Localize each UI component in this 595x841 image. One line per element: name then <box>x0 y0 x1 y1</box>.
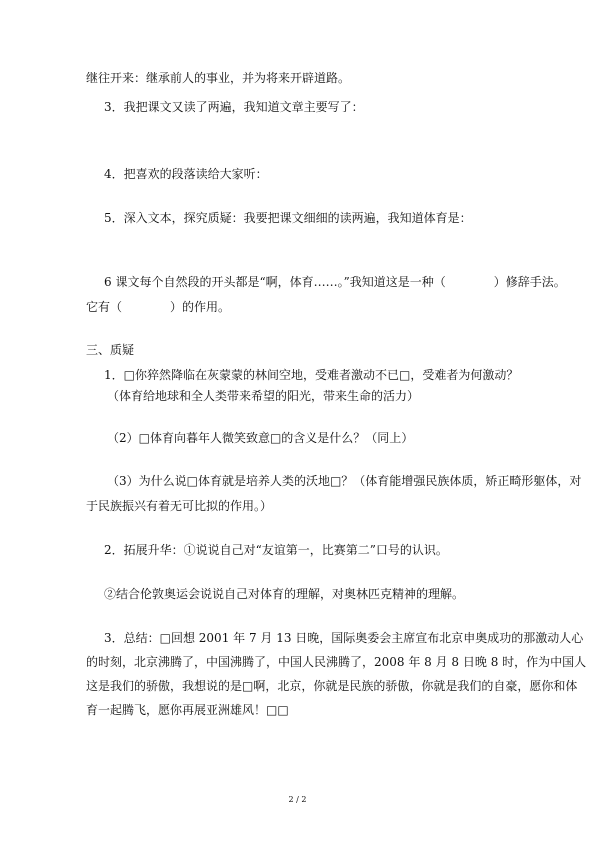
text-line-8: 1．□你猝然降临在灰蒙蒙的林间空地，受难者激动不已□，受难者为何激动？ <box>104 368 519 382</box>
text-line-16: 的时刻，北京沸腾了，中国沸腾了，中国人民沸腾了，2008 年 8 月 8 日晚 8 时，作为中国人 <box>86 655 587 669</box>
text-line-15: 3．总结：□回想 2001 年 7 月 13 日晚，国际奥委会主席宣布北京申奥成功的那激动人心 <box>104 631 584 645</box>
text-line-5: 6 课文每个自然段的开头都是“啊，体育……。”我知道这是一种（ ）修辞手法。 <box>104 275 566 289</box>
text-line-9: （体育给地球和全人类带来希望的阳光，带来生命的活力） <box>107 389 420 403</box>
text-line-12: 于民族振兴有着无可比拟的作用。） <box>86 499 273 513</box>
section-heading: 三、质疑 <box>86 343 135 357</box>
text-line-2: 3．我把课文又读了两遍，我知道文章主要写了： <box>104 100 364 114</box>
text-line-14: ②结合伦敦奥运会说说自己对体育的理解，对奥林匹克精神的理解。 <box>104 587 465 601</box>
text-line-13: 2．拓展升华：①说说自己对“友谊第一，比赛第二”口号的认识。 <box>104 543 448 557</box>
text-line-17: 这是我们的骄傲，我想说的是□啊，北京，你就是民族的骄傲，你就是我们的自豪，愿你和体 <box>86 679 578 693</box>
text-line-4: 5．深入文本，探究质疑：我要把课文细细的读两遍，我知道体育是： <box>104 211 472 225</box>
text-line-6: 它有（ ）的作用。 <box>86 300 231 314</box>
text-line-18: 育一起腾飞，愿你再展亚洲雄风！□□ <box>86 703 289 717</box>
text-line-3: 4．把喜欢的段落读给大家听： <box>104 167 268 181</box>
text-line-10: （2）□体育向暮年人微笑致意□的含义是什么？（同上） <box>107 431 414 445</box>
page-number: 2 / 2 <box>288 795 307 804</box>
text-line-1: 继往开来：继承前人的事业，并为将来开辟道路。 <box>86 71 351 85</box>
text-line-11: （3）为什么说□体育就是培养人类的沃地□？（体育能增强民族体质，矫正畸形躯体，对 <box>107 474 582 488</box>
